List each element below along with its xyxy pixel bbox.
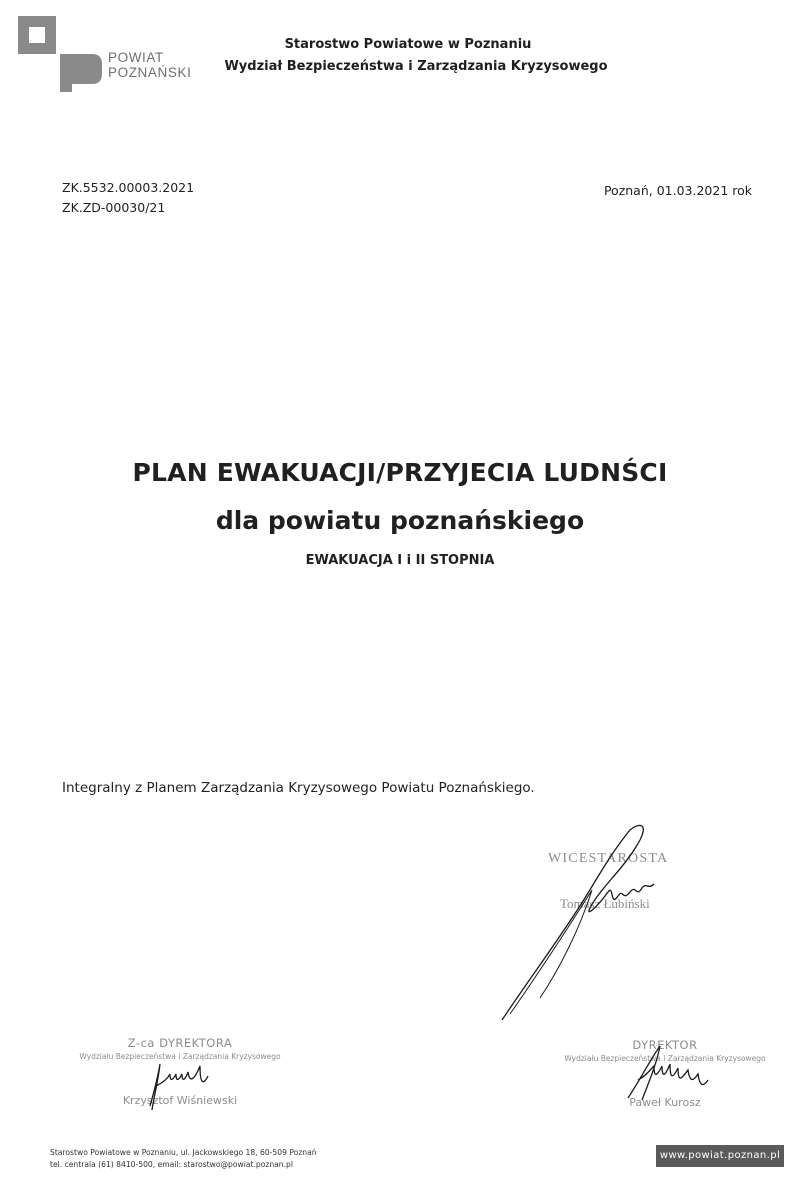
deputy-director-stamp-title: Z-ca DYREKTORA — [127, 1036, 233, 1050]
logo-line-2: POZNAŃSKI — [108, 65, 192, 80]
deputy-director-stamp-department: Wydziału Bezpieczeństwa i Zarządzania Kryzysowego — [79, 1052, 281, 1061]
director-stamp-title: DYREKTOR — [632, 1038, 698, 1052]
footer-address: Starostwo Powiatowe w Poznaniu, ul. Jackowskiego 18, 60-509 Poznań — [50, 1148, 317, 1157]
document-title: PLAN EWAKUACJI/PRZYJECIA LUDNŚCI — [132, 458, 668, 487]
footer-contact: tel. centrala (61) 8410-500, email: starostwo@powiat.poznan.pl — [50, 1160, 293, 1169]
integral-note: Integralny z Planem Zarządzania Kryzysowego Powiatu Poznańskiego. — [62, 780, 535, 796]
reference-number-1: ZK.5532.00003.2021 — [62, 180, 195, 195]
director-stamp-department: Wydziału Bezpieczeństwa i Zarządzania Kryzysowego — [564, 1054, 766, 1063]
logo-line-1: POWIAT — [108, 50, 164, 65]
deputy-director-stamp-name: Krzysztof Wiśniewski — [122, 1094, 238, 1107]
director-stamp-name: Paweł Kurosz — [629, 1096, 701, 1109]
institution-name: Starostwo Powiatowe w Poznaniu — [284, 37, 532, 52]
vice-starost-signature — [490, 818, 680, 1028]
director-signature — [620, 1040, 720, 1110]
website-badge[interactable]: www.powiat.poznan.pl — [656, 1145, 784, 1167]
department-name: Wydział Bezpieczeństwa i Zarządzania Kryzysowego — [224, 59, 608, 74]
vice-starost-stamp-title: WICESTAROSTA — [548, 851, 669, 866]
document-subtitle: dla powiatu poznańskiego — [215, 506, 585, 535]
logo-wordmark — [108, 50, 191, 80]
deputy-director-signature — [140, 1056, 220, 1116]
vice-starost-stamp-name: Tomasz Łubiński — [560, 896, 650, 911]
evacuation-level: EWAKUACJA I i II STOPNIA — [305, 553, 495, 568]
document-date: Poznań, 01.03.2021 rok — [603, 183, 752, 198]
reference-number-2: ZK.ZD-00030/21 — [62, 200, 166, 215]
powiat-logo-icon — [18, 16, 102, 92]
